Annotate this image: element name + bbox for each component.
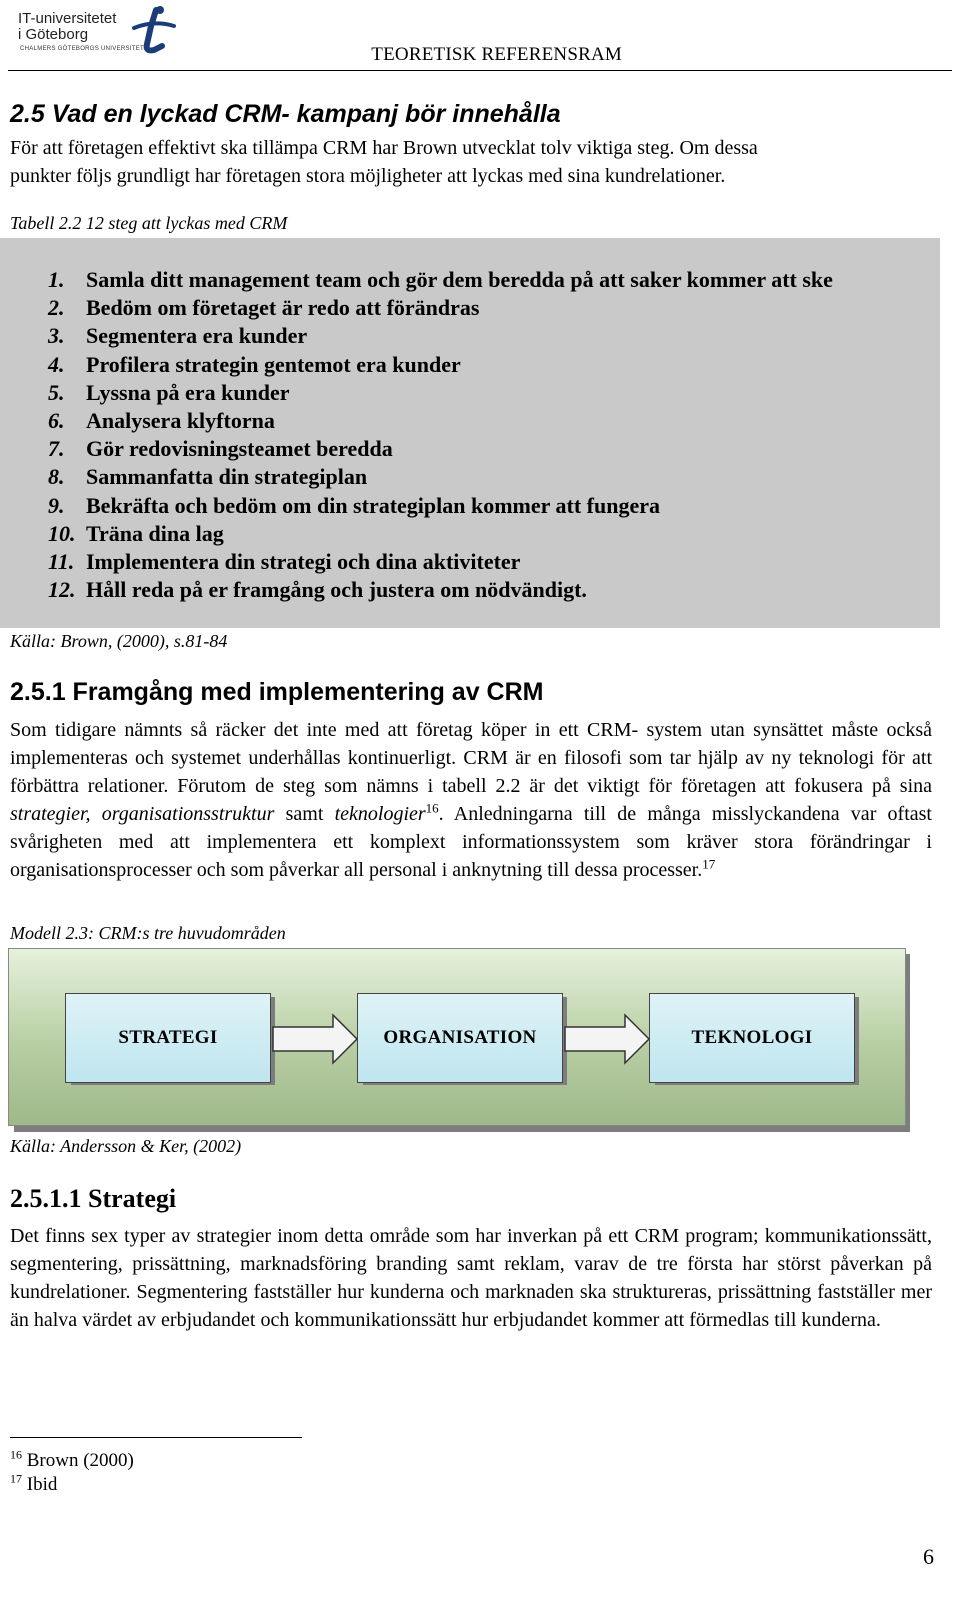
model-box-label-teknologi: TEKNOLOGI [691, 1027, 813, 1048]
footnote-17 [10, 1471, 58, 1496]
step-item [48, 266, 833, 294]
step-text: Håll reda på er framgång och justera om nödvändigt. [86, 577, 587, 603]
step-text: Implementera din strategi och dina aktiviteter [86, 549, 521, 575]
crm-model-diagram [8, 948, 912, 1128]
step-number: 12. [48, 577, 76, 603]
intro-paragraph [10, 134, 932, 190]
step-text: Bedöm om företaget är redo att förändras [86, 295, 480, 321]
table-caption-text: 12 steg att lyckas med CRM [81, 213, 288, 233]
diagram-panel [8, 948, 906, 1126]
step-item [48, 520, 833, 548]
footnote-ref-16[interactable]: 16 [425, 800, 439, 816]
page-number: 6 [923, 1544, 934, 1569]
running-head: TEORETISK REFERENSRAM [371, 44, 622, 65]
implementation-emphasis-1: strategier, organisationsstruktur [10, 803, 275, 825]
step-item [48, 294, 833, 322]
step-item [48, 576, 833, 604]
logo-mark-icon [130, 6, 176, 56]
step-number: 1. [48, 267, 65, 292]
logo-subtitle: CHALMERS GÖTEBORGS UNIVERSITET [20, 46, 145, 52]
step-item [48, 548, 833, 576]
model-box-label-strategi: STRATEGI [118, 1027, 218, 1048]
step-number: 10. [48, 520, 76, 546]
model-box-teknologi [649, 993, 855, 1083]
step-item [48, 351, 833, 379]
intro-line-2: punkter följs grundligt har företagen stora möjligheter att lyckas med sina kundrelationer. [10, 165, 726, 187]
footnote-text: Ibid [26, 1474, 58, 1495]
step-item [48, 407, 833, 435]
footnote-16 [10, 1447, 134, 1472]
footnote-ref-17[interactable]: 17 [702, 856, 716, 872]
step-number: 8. [48, 464, 65, 490]
step-number: 6. [48, 408, 65, 434]
section-heading-2-5: 2.5 Vad en lyckad CRM- kampanj bör innehålla [10, 100, 561, 128]
table-caption-prefix: Tabell 2.2 [10, 213, 82, 233]
step-number: 9. [48, 492, 65, 518]
footnote-rule [10, 1437, 302, 1438]
strategy-paragraph: Det finns sex typer av strategier inom detta område som har inverkan på ett CRM program; kommunikationssätt, segmentering, prissättning, marknadsföring branding samt reklam, varav de tre första har störst påverkan på kundrelationer. Segmentering fastställer hur kunderna och marknaden ska struktureras, prissättning fastställer mer än halva värdet av erbjudandet och kommunikationssätt hur erbjudandet kommer att förmedlas till kunderna. [10, 1225, 932, 1331]
intro-line-1: För att företagen effektivt ska tillämpa CRM har Brown utvecklat tolv viktiga steg. Om dessa [10, 137, 758, 159]
step-item [48, 322, 833, 350]
table-caption [10, 213, 287, 234]
step-item [48, 379, 833, 407]
implementation-emphasis-2: teknologier [334, 803, 426, 825]
step-number: 7. [48, 436, 65, 462]
model-box-label-organisation: ORGANISATION [383, 1027, 537, 1048]
step-text: Bekräfta och bedöm om din strategiplan kommer att fungera [86, 492, 660, 518]
model-source: Källa: Andersson & Ker, (2002) [10, 1136, 242, 1156]
step-item [48, 463, 833, 491]
section-heading-2-5-1-1: 2.5.1.1 Strategi [10, 1184, 177, 1213]
step-item [48, 492, 833, 520]
university-logo [18, 6, 168, 56]
step-text: Profilera strategin gentemot era kunder [86, 351, 461, 377]
logo-line1: IT-universitetet [18, 10, 117, 27]
step-text: Träna dina lag [86, 520, 224, 546]
section-heading-2-5-1: 2.5.1 Framgång med implementering av CRM [10, 678, 544, 706]
step-text: Segmentera era kunder [86, 323, 308, 349]
step-number: 3. [48, 323, 65, 349]
step-text: Samla ditt management team och gör dem beredda på att saker kommer att ske [86, 267, 833, 292]
footnote-number: 17 [10, 1471, 22, 1486]
footnote-number: 16 [10, 1447, 22, 1462]
step-number: 11. [48, 549, 75, 575]
arrow-right-icon [271, 1011, 361, 1067]
table-source: Källa: Brown, (2000), s.81-84 [10, 631, 228, 651]
logo-line2: i Göteborg [18, 26, 89, 43]
step-item [48, 435, 833, 463]
arrow-right-icon [563, 1011, 653, 1067]
header-rule [8, 70, 952, 71]
step-text: Gör redovisningsteamet beredda [86, 436, 393, 462]
implementation-text-c: . Anledningarna till de många misslyckandena var oftast svårigheten med att implementera ett komplext informationssystem som kräver stora förändringar i organisationsprocesser och som påverkar all personal i anknytning till dessa processer. [10, 803, 932, 881]
step-text: Sammanfatta din strategiplan [86, 464, 368, 490]
model-box-organisation [357, 993, 563, 1083]
step-text: Lyssna på era kunder [86, 379, 290, 405]
implementation-text-b: samt [274, 803, 335, 825]
steps-list [48, 266, 833, 604]
footnote-text: Brown (2000) [26, 1450, 134, 1471]
model-box-strategi [65, 993, 271, 1083]
model-caption: Modell 2.3: CRM:s tre huvudområden [10, 923, 286, 943]
implementation-paragraph [10, 716, 932, 884]
implementation-text-a: Som tidigare nämnts så räcker det inte med att företag köper in ett CRM- system utan synsättet måste också implementeras och systemet underhållas kontinuerligt. CRM är en filosofi som tar hjälp av ny teknologi för att förbättra relationer. Förutom de steg som nämns i tabell 2.2 är det viktigt för företagen att fokusera på sina [10, 719, 932, 797]
step-number: 2. [48, 295, 65, 321]
step-text: Analysera klyftorna [86, 408, 275, 434]
step-number: 4. [48, 351, 65, 377]
steps-table [0, 238, 940, 628]
step-number: 5. [48, 379, 65, 405]
